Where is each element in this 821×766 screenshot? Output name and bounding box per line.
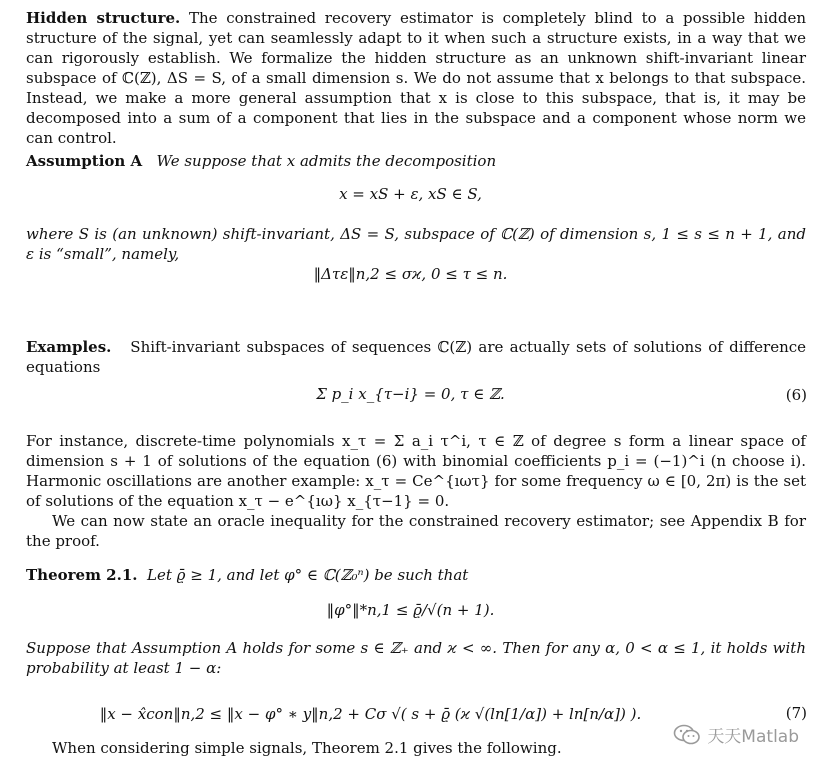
difference-equation: Σ p_i x_{τ−i} = 0, τ ∈ ℤ. (316, 385, 505, 403)
equation-number-7: (7) (785, 704, 807, 722)
watermark-text: 天天Matlab (707, 727, 799, 747)
examples-text: Shift-invariant subspaces of sequences ℂ(ℤ) are actually sets of solutions of difference equations (26, 338, 807, 376)
assumption-intro (26, 151, 806, 171)
examples-heading: Examples. (26, 338, 112, 356)
decomposition-equation: x = xS + ε, xS ∈ S, (339, 185, 482, 203)
theorem-text-2: Suppose that Assumption A holds for some s ∈ ℤ₊ and ϰ < ∞. Then for any α, 0 < α ≤ 1, it holds with probability at least 1 − α: (26, 639, 806, 677)
theorem-paragraph (26, 565, 806, 585)
examples-paragraph (26, 337, 806, 377)
theorem-text: Let ϱ̄ ≥ 1, and let φ° ∈ ℂ(ℤ₀ⁿ) be such that (147, 566, 469, 584)
hidden-structure-text: The constrained recovery estimator is completely blind to a possible hidden structure of the signal, yet can seamlessly adapt to it when such a structure exists, in a way that we can rigorously establish. We formalize the hidden structure as an unknown shift-invariant linear subspace of ℂ(ℤ), ΔS = S, of a small dimension s. We do not assume that x belongs to that subspace. Instead, we make a more general assumption that x is close to this subspace, that is, it may be decomposed into a sum of a component that lies in the subspace and a component whose norm we can control. (26, 9, 806, 147)
assumption-intro-text: We suppose that x admits the decomposition (156, 152, 497, 170)
equation-number-6: (6) (785, 386, 807, 404)
final-text-body: When considering simple signals, Theorem 2.1 gives the following. (52, 739, 562, 757)
oracle-inequality-equation: ‖x − x̂con‖n,2 ≤ ‖x − φ° ∗ y‖n,2 + Cσ √( s + ϱ̄ (ϰ √(ln[1/α]) + ln[n/α]) ). (99, 705, 642, 723)
wechat-icon (673, 724, 701, 746)
watermark (673, 722, 799, 747)
assumption-text: where S is (an unknown) shift-invariant, ΔS = S, subspace of ℂ(ℤ) of dimension s, 1 ≤ s ≤ n + 1, and ε is “small”, namely, (26, 225, 806, 263)
theorem-heading: Theorem 2.1. (26, 566, 138, 584)
examples-text-2: For instance, discrete-time polynomials x_τ = Σ a_i τ^i, τ ∈ ℤ of degree s form a linear space of dimension s + 1 of solutions of the equation (6) with binomial coefficients p_i = (−1)^i (n choose i). Harmonic oscillations are another example: x_τ = Ce^{ıωτ} for some frequency ω ∈ [0, 2π) is the set of solutions of the equation x_τ − e^{ıω} x_{τ−1} = 0. (26, 432, 806, 510)
oracle-text (26, 511, 806, 551)
noise-bound-equation: ‖Δτε‖n,2 ≤ σϰ, 0 ≤ τ ≤ n. (313, 265, 508, 283)
hidden-structure-paragraph (26, 8, 806, 148)
filter-norm-equation: ‖φ°‖*n,1 ≤ ϱ̄/√(n + 1). (326, 601, 495, 619)
oracle-text-body: We can now state an oracle inequality for the constrained recovery estimator; see Appendix B for the proof. (26, 512, 806, 550)
hidden-structure-heading: Hidden structure. (26, 9, 181, 27)
assumption-heading: Assumption A (26, 152, 143, 170)
